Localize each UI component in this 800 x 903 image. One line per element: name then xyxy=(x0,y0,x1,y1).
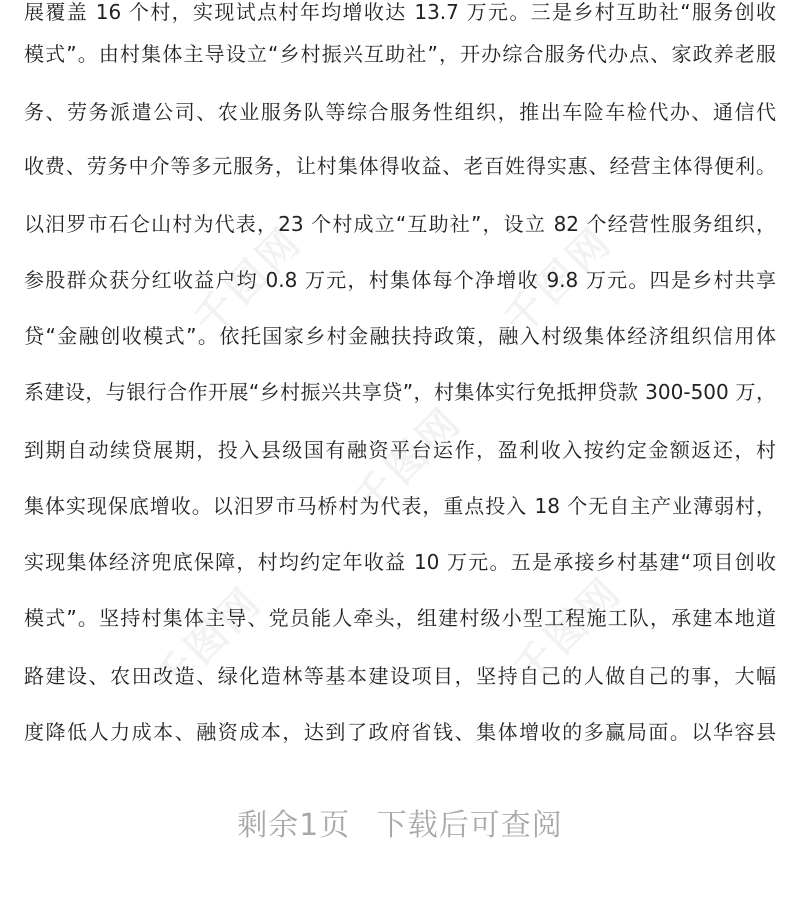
text-line: 系建设，与银行合作开展“乡村振兴共享贷”，村集体实行免抵押贷款 300-500 万， xyxy=(24,380,776,404)
text-line: 以汨罗市石仑山村为代表，23 个村成立“互助社”，设立 82 个经营性服务组织， xyxy=(24,212,776,236)
text-line: 到期自动续贷展期，投入县级国有融资平台运作，盈利收入按约定金额返还，村 xyxy=(24,438,776,462)
watermark: 千图网 xyxy=(345,398,472,524)
text-line: 展覆盖 16 个村，实现试点村年均增收达 13.7 万元。三是乡村互助社“服务创收 xyxy=(24,0,776,24)
text-line: 路建设、农田改造、绿化造林等基本建设项目，坚持自己的人做自己的事，大幅 xyxy=(24,664,776,688)
text-line: 实现集体经济兜底保障，村均约定年收益 10 万元。五是承接乡村基建“项目创收 xyxy=(24,550,776,574)
remaining-pages-banner[interactable] xyxy=(0,800,800,852)
text-line: 度降低人力成本、融资成本，达到了政府省钱、集体增收的多赢局面。以华容县 xyxy=(24,720,776,744)
text-line: 模式”。坚持村集体主导、党员能人牵头，组建村级小型工程施工队，承建本地道 xyxy=(24,606,776,630)
text-line: 模式”。由村集体主导设立“乡村振兴互助社”，开办综合服务代办点、家政养老服 xyxy=(24,42,776,66)
watermark: 千图网 xyxy=(505,568,632,694)
watermark: 千图网 xyxy=(145,578,272,704)
text-line: 务、劳务派遣公司、农业服务队等综合服务性组织，推出车险车检代办、通信代 xyxy=(24,100,776,124)
text-line: 贷“金融创收模式”。依托国家乡村金融扶持政策，融入村级集体经济组织信用体 xyxy=(24,324,776,348)
text-line: 收费、劳务中介等多元服务，让村集体得收益、老百姓得实惠、经营主体得便利。 xyxy=(24,154,776,178)
watermark: 千图网 xyxy=(495,218,622,344)
remaining-pages-text[interactable]: 剩余1页 下载后可查阅 xyxy=(237,808,563,843)
text-line: 集体实现保底增收。以汨罗市马桥村为代表，重点投入 18 个无自主产业薄弱村， xyxy=(24,494,776,518)
watermark: 千图网 xyxy=(185,218,312,344)
text-line: 参股群众获分红收益户均 0.8 万元，村集体每个净增收 9.8 万元。四是乡村共享 xyxy=(24,268,776,292)
